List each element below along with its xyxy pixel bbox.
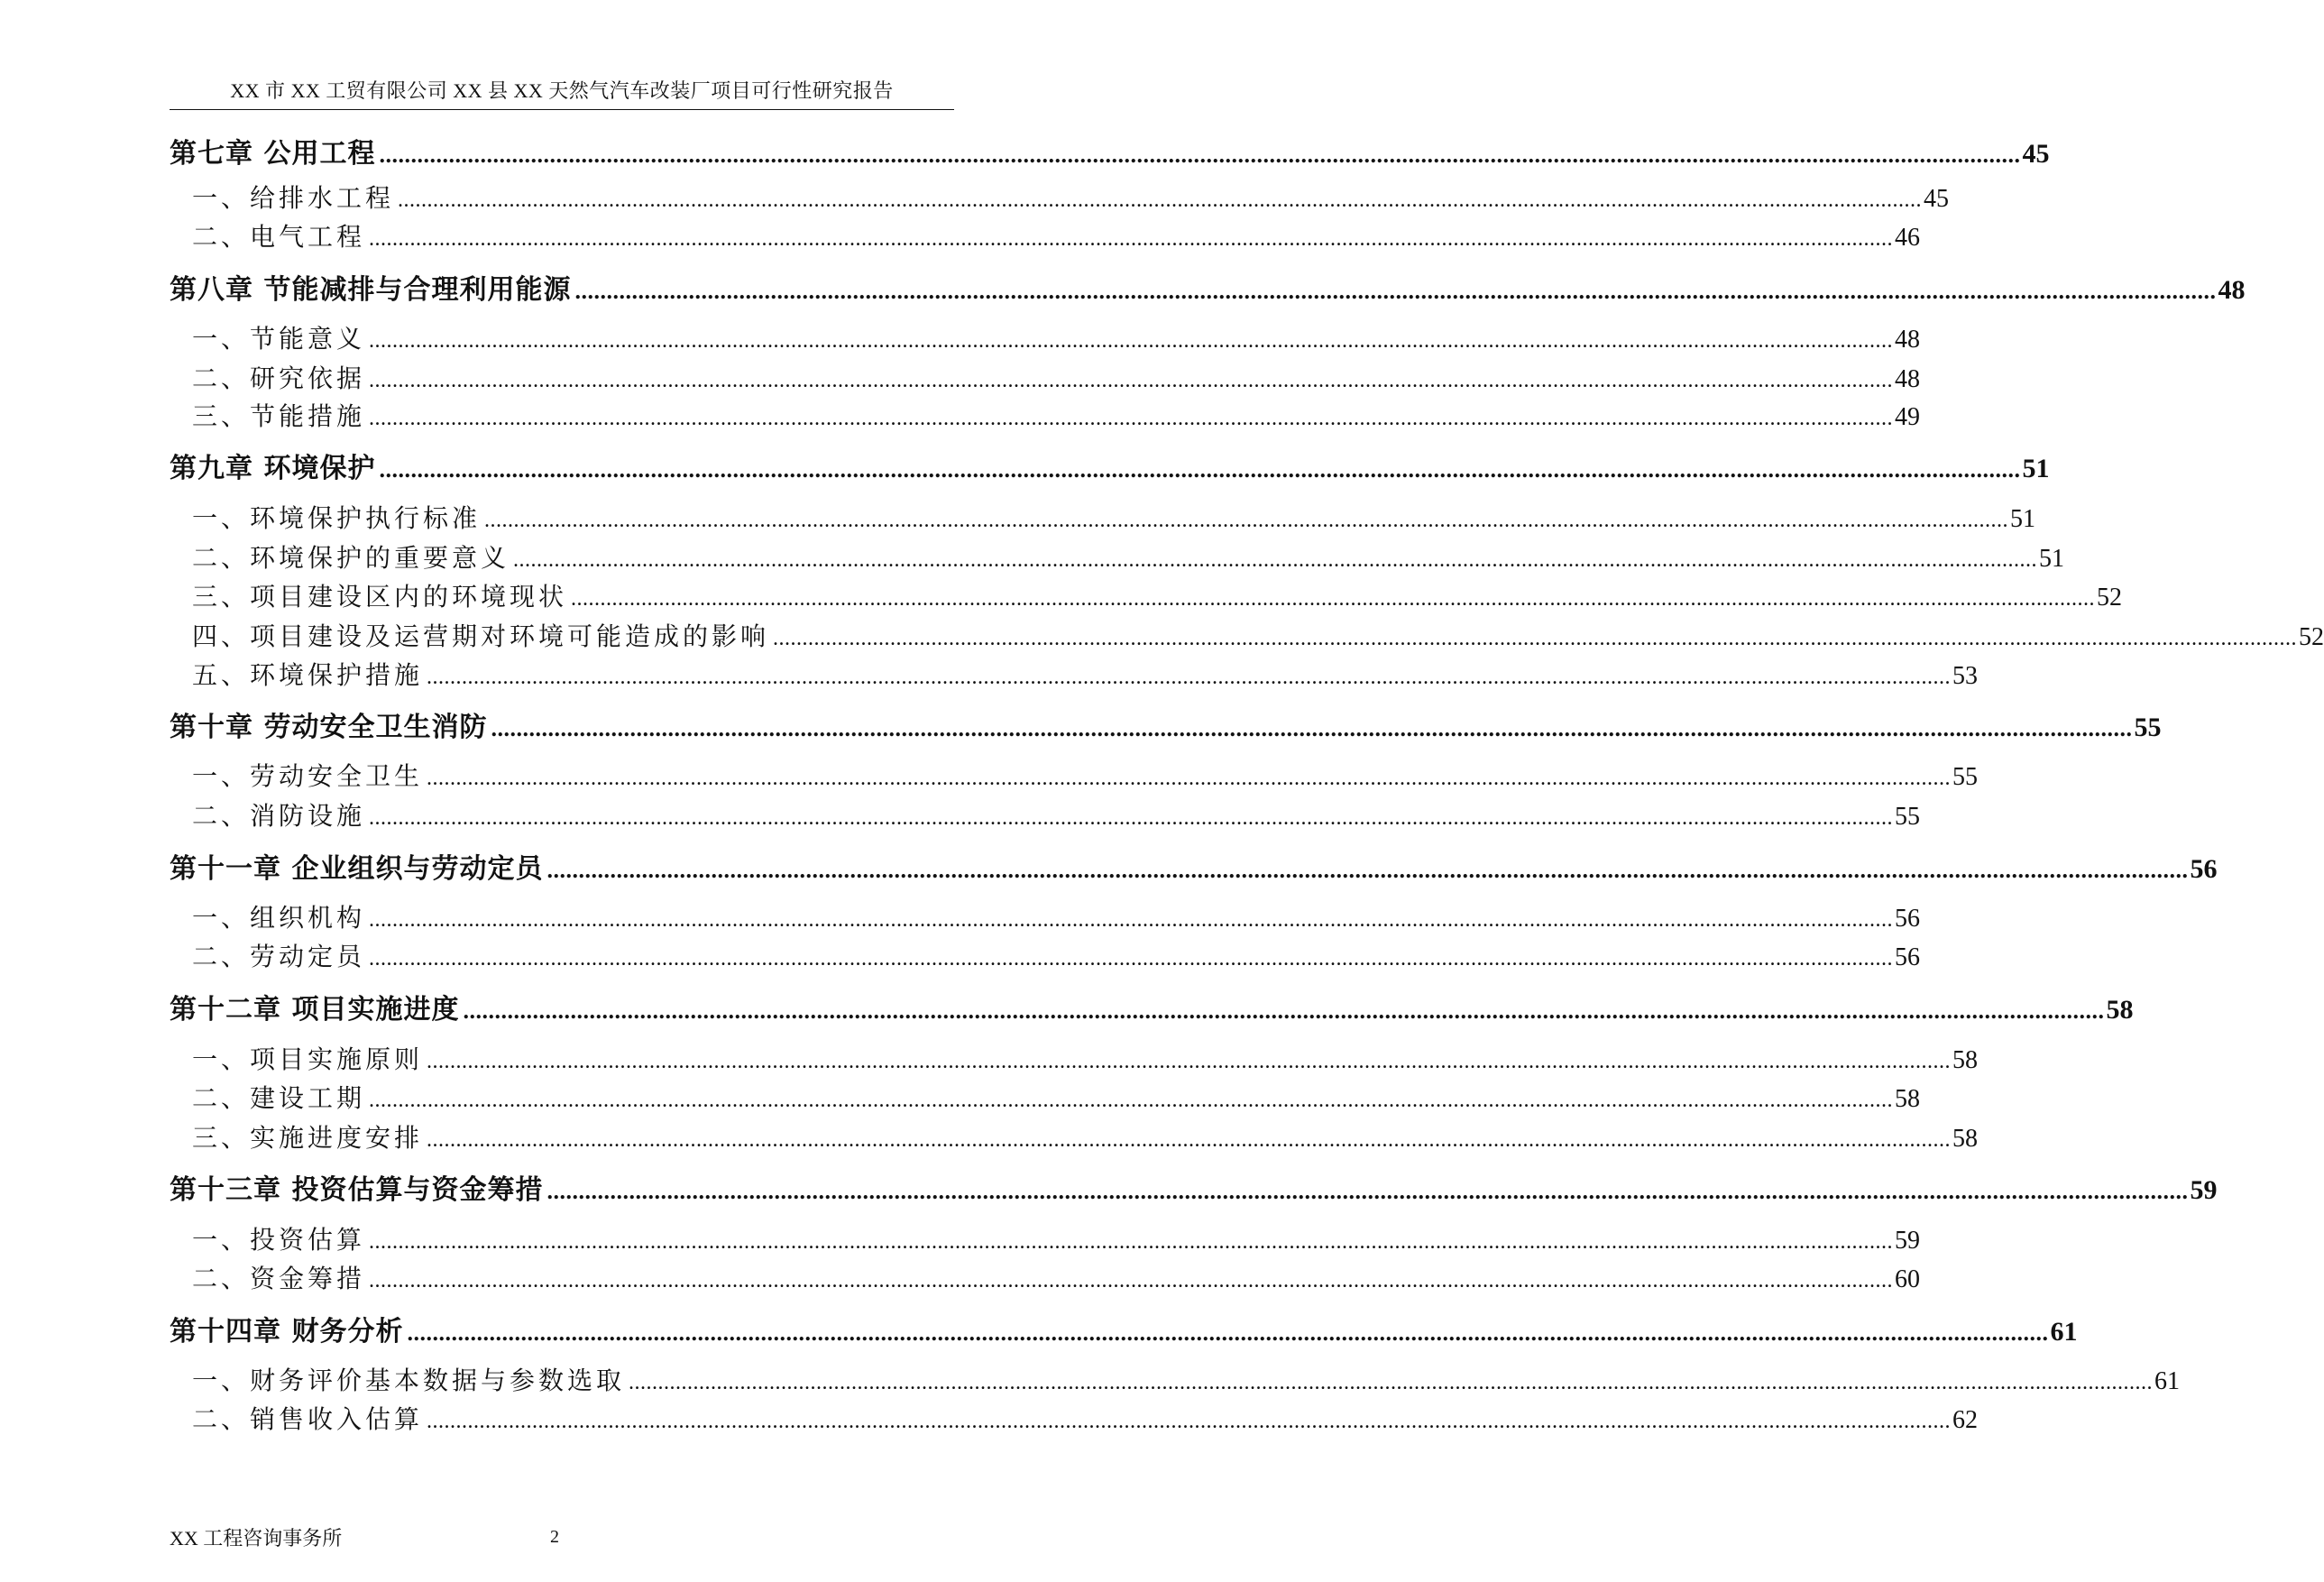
toc-entry-page: 52 bbox=[2299, 623, 2324, 651]
toc-chapter-entry[interactable] bbox=[170, 136, 2050, 173]
toc-chapter-entry[interactable] bbox=[170, 1314, 2078, 1351]
toc-entry-page: 61 bbox=[2050, 1317, 2078, 1347]
toc-section-entry[interactable] bbox=[192, 501, 2036, 538]
toc-entry-title: 三、项目建设区内的环境现状 bbox=[192, 582, 568, 612]
toc-entry-page: 51 bbox=[2022, 454, 2050, 483]
toc-entry-page: 58 bbox=[1895, 1085, 1921, 1113]
dot-leader: .................................................................................................................................................................................................................................................................... bbox=[773, 627, 2298, 650]
toc-section-entry[interactable] bbox=[192, 620, 2324, 656]
toc-chapter-entry[interactable] bbox=[170, 851, 2218, 888]
toc-section-entry[interactable] bbox=[192, 181, 1950, 217]
dot-leader: .................................................................................................................................................................................................................................................................... bbox=[574, 278, 2217, 304]
toc-section-entry[interactable] bbox=[192, 220, 1921, 256]
dot-leader: .................................................................................................................................................................................................................................................................... bbox=[629, 1371, 2154, 1394]
toc-chapter-entry[interactable] bbox=[170, 1173, 2218, 1209]
toc-entry-title: 第八章 节能减排与合理利用能源 bbox=[170, 274, 572, 306]
dot-leader: .................................................................................................................................................................................................................................................................... bbox=[571, 587, 2096, 611]
toc-entry-title: 一、给排水工程 bbox=[192, 183, 395, 213]
toc-entry-page: 55 bbox=[1895, 803, 1921, 831]
toc-entry-page: 56 bbox=[1895, 905, 1921, 933]
dot-leader: .................................................................................................................................................................................................................................................................... bbox=[463, 998, 2105, 1024]
toc-entry-page: 45 bbox=[2022, 139, 2050, 169]
toc-entry-title: 二、建设工期 bbox=[192, 1083, 366, 1113]
toc-entry-title: 二、劳动定员 bbox=[192, 942, 366, 971]
toc-entry-title: 三、实施进度安排 bbox=[192, 1123, 424, 1153]
toc-entry-title: 一、组织机构 bbox=[192, 903, 366, 933]
footer-page-number: 2 bbox=[550, 1527, 559, 1547]
toc-section-entry[interactable] bbox=[192, 901, 1921, 937]
toc-entry-title: 二、环境保护的重要意义 bbox=[192, 543, 510, 573]
toc-chapter-entry[interactable] bbox=[170, 710, 2162, 747]
toc-section-entry[interactable] bbox=[192, 940, 1921, 976]
toc-entry-title: 二、资金筹措 bbox=[192, 1264, 366, 1293]
toc-section-entry[interactable] bbox=[192, 1403, 1979, 1439]
toc-entry-page: 52 bbox=[2097, 584, 2123, 612]
dot-leader: .................................................................................................................................................................................................................................................................... bbox=[369, 1269, 1894, 1292]
dot-leader: .................................................................................................................................................................................................................................................................... bbox=[427, 1128, 1952, 1152]
toc-entry-title: 二、电气工程 bbox=[192, 222, 366, 252]
toc-section-entry[interactable] bbox=[192, 362, 1921, 398]
toc-entry-page: 55 bbox=[1952, 763, 1979, 791]
dot-leader: .................................................................................................................................................................................................................................................................... bbox=[369, 1089, 1894, 1112]
toc-entry-page: 51 bbox=[2010, 505, 2036, 533]
toc-entry-page: 56 bbox=[1895, 943, 1921, 971]
toc-entry-page: 49 bbox=[1895, 403, 1921, 431]
toc-entry-page: 58 bbox=[1952, 1125, 1979, 1153]
footer-organization: XX 工程咨询事务所 bbox=[170, 1527, 343, 1550]
toc-entry-title: 一、项目实施原则 bbox=[192, 1044, 424, 1074]
toc-entry-page: 55 bbox=[2134, 713, 2162, 742]
toc-entry-page: 58 bbox=[1952, 1046, 1979, 1074]
dot-leader: .................................................................................................................................................................................................................................................................... bbox=[427, 666, 1952, 689]
toc-chapter-entry[interactable] bbox=[170, 451, 2050, 488]
dot-leader: .................................................................................................................................................................................................................................................................... bbox=[547, 1178, 2189, 1204]
toc-section-entry[interactable] bbox=[192, 322, 1921, 358]
toc-entry-page: 56 bbox=[2190, 854, 2218, 884]
toc-section-entry[interactable] bbox=[192, 1043, 1979, 1079]
dot-leader: .................................................................................................................................................................................................................................................................... bbox=[369, 227, 1894, 251]
toc-entry-page: 61 bbox=[2154, 1367, 2181, 1395]
toc-section-entry[interactable] bbox=[192, 1364, 2181, 1400]
toc-entry-page: 53 bbox=[1952, 662, 1979, 690]
running-header: XX 市 XX 工贸有限公司 XX 县 XX 天然气汽车改装厂项目可行性研究报告 bbox=[230, 79, 894, 102]
toc-entry-title: 第十四章 财务分析 bbox=[170, 1316, 404, 1347]
toc-entry-title: 一、财务评价基本数据与参数选取 bbox=[192, 1366, 626, 1395]
toc-section-entry[interactable] bbox=[192, 400, 1921, 436]
toc-entry-page: 48 bbox=[1895, 365, 1921, 393]
dot-leader: .................................................................................................................................................................................................................................................................... bbox=[427, 1050, 1952, 1073]
toc-entry-page: 60 bbox=[1895, 1265, 1921, 1293]
dot-leader: .................................................................................................................................................................................................................................................................... bbox=[547, 857, 2189, 883]
dot-leader: .................................................................................................................................................................................................................................................................... bbox=[484, 509, 2009, 532]
toc-entry-title: 一、节能意义 bbox=[192, 324, 366, 354]
dot-leader: .................................................................................................................................................................................................................................................................... bbox=[369, 1230, 1894, 1254]
toc-entry-title: 一、劳动安全卫生 bbox=[192, 761, 424, 791]
toc-section-entry[interactable] bbox=[192, 759, 1979, 796]
toc-entry-page: 59 bbox=[1895, 1227, 1921, 1255]
toc-entry-title: 第九章 环境保护 bbox=[170, 453, 376, 484]
toc-section-entry[interactable] bbox=[192, 1262, 1921, 1298]
toc-entry-title: 五、环境保护措施 bbox=[192, 660, 424, 690]
toc-entry-title: 第七章 公用工程 bbox=[170, 138, 376, 170]
toc-entry-title: 一、投资估算 bbox=[192, 1225, 366, 1255]
dot-leader: .................................................................................................................................................................................................................................................................... bbox=[369, 947, 1894, 970]
dot-leader: .................................................................................................................................................................................................................................................................... bbox=[369, 908, 1894, 932]
toc-entry-page: 59 bbox=[2190, 1175, 2218, 1205]
toc-section-entry[interactable] bbox=[192, 799, 1921, 835]
toc-entry-page: 48 bbox=[2218, 275, 2246, 305]
toc-entry-title: 三、节能措施 bbox=[192, 401, 366, 431]
header-divider bbox=[170, 109, 954, 110]
toc-entry-title: 四、项目建设及运营期对环境可能造成的影响 bbox=[192, 621, 770, 651]
toc-section-entry[interactable] bbox=[192, 1081, 1921, 1118]
toc-section-entry[interactable] bbox=[192, 580, 2123, 616]
toc-section-entry[interactable] bbox=[192, 658, 1979, 694]
toc-section-entry[interactable] bbox=[192, 1223, 1921, 1259]
toc-entry-page: 51 bbox=[2039, 545, 2065, 573]
dot-leader: .................................................................................................................................................................................................................................................................... bbox=[369, 369, 1894, 392]
dot-leader: .................................................................................................................................................................................................................................................................... bbox=[491, 715, 2133, 741]
toc-entry-title: 第十二章 项目实施进度 bbox=[170, 994, 460, 1026]
toc-entry-title: 第十三章 投资估算与资金筹措 bbox=[170, 1174, 544, 1206]
toc-entry-page: 45 bbox=[1924, 185, 1950, 213]
toc-entry-title: 二、销售收入估算 bbox=[192, 1404, 424, 1434]
toc-entry-page: 46 bbox=[1895, 224, 1921, 252]
dot-leader: .................................................................................................................................................................................................................................................................... bbox=[379, 142, 2021, 168]
dot-leader: .................................................................................................................................................................................................................................................................... bbox=[513, 548, 2038, 572]
toc-entry-title: 一、环境保护执行标准 bbox=[192, 503, 482, 533]
dot-leader: .................................................................................................................................................................................................................................................................... bbox=[369, 407, 1894, 430]
dot-leader: .................................................................................................................................................................................................................................................................... bbox=[427, 1410, 1952, 1433]
toc-section-entry[interactable] bbox=[192, 1121, 1979, 1157]
dot-leader: .................................................................................................................................................................................................................................................................... bbox=[398, 189, 1923, 212]
toc-entry-page: 62 bbox=[1952, 1406, 1979, 1434]
toc-entry-title: 二、消防设施 bbox=[192, 801, 366, 831]
dot-leader: .................................................................................................................................................................................................................................................................... bbox=[369, 329, 1894, 353]
toc-entry-page: 58 bbox=[2106, 995, 2134, 1025]
toc-chapter-entry[interactable] bbox=[170, 272, 2246, 309]
toc-entry-page: 48 bbox=[1895, 326, 1921, 354]
toc-entry-title: 第十章 劳动安全卫生消防 bbox=[170, 712, 488, 743]
toc-section-entry[interactable] bbox=[192, 541, 2065, 577]
toc-entry-title: 二、研究依据 bbox=[192, 363, 366, 393]
toc-chapter-entry[interactable] bbox=[170, 992, 2134, 1029]
dot-leader: .................................................................................................................................................................................................................................................................... bbox=[427, 767, 1952, 790]
dot-leader: .................................................................................................................................................................................................................................................................... bbox=[407, 1320, 2049, 1346]
dot-leader: .................................................................................................................................................................................................................................................................... bbox=[379, 456, 2021, 483]
dot-leader: .................................................................................................................................................................................................................................................................... bbox=[369, 806, 1894, 830]
toc-entry-title: 第十一章 企业组织与劳动定员 bbox=[170, 853, 544, 885]
